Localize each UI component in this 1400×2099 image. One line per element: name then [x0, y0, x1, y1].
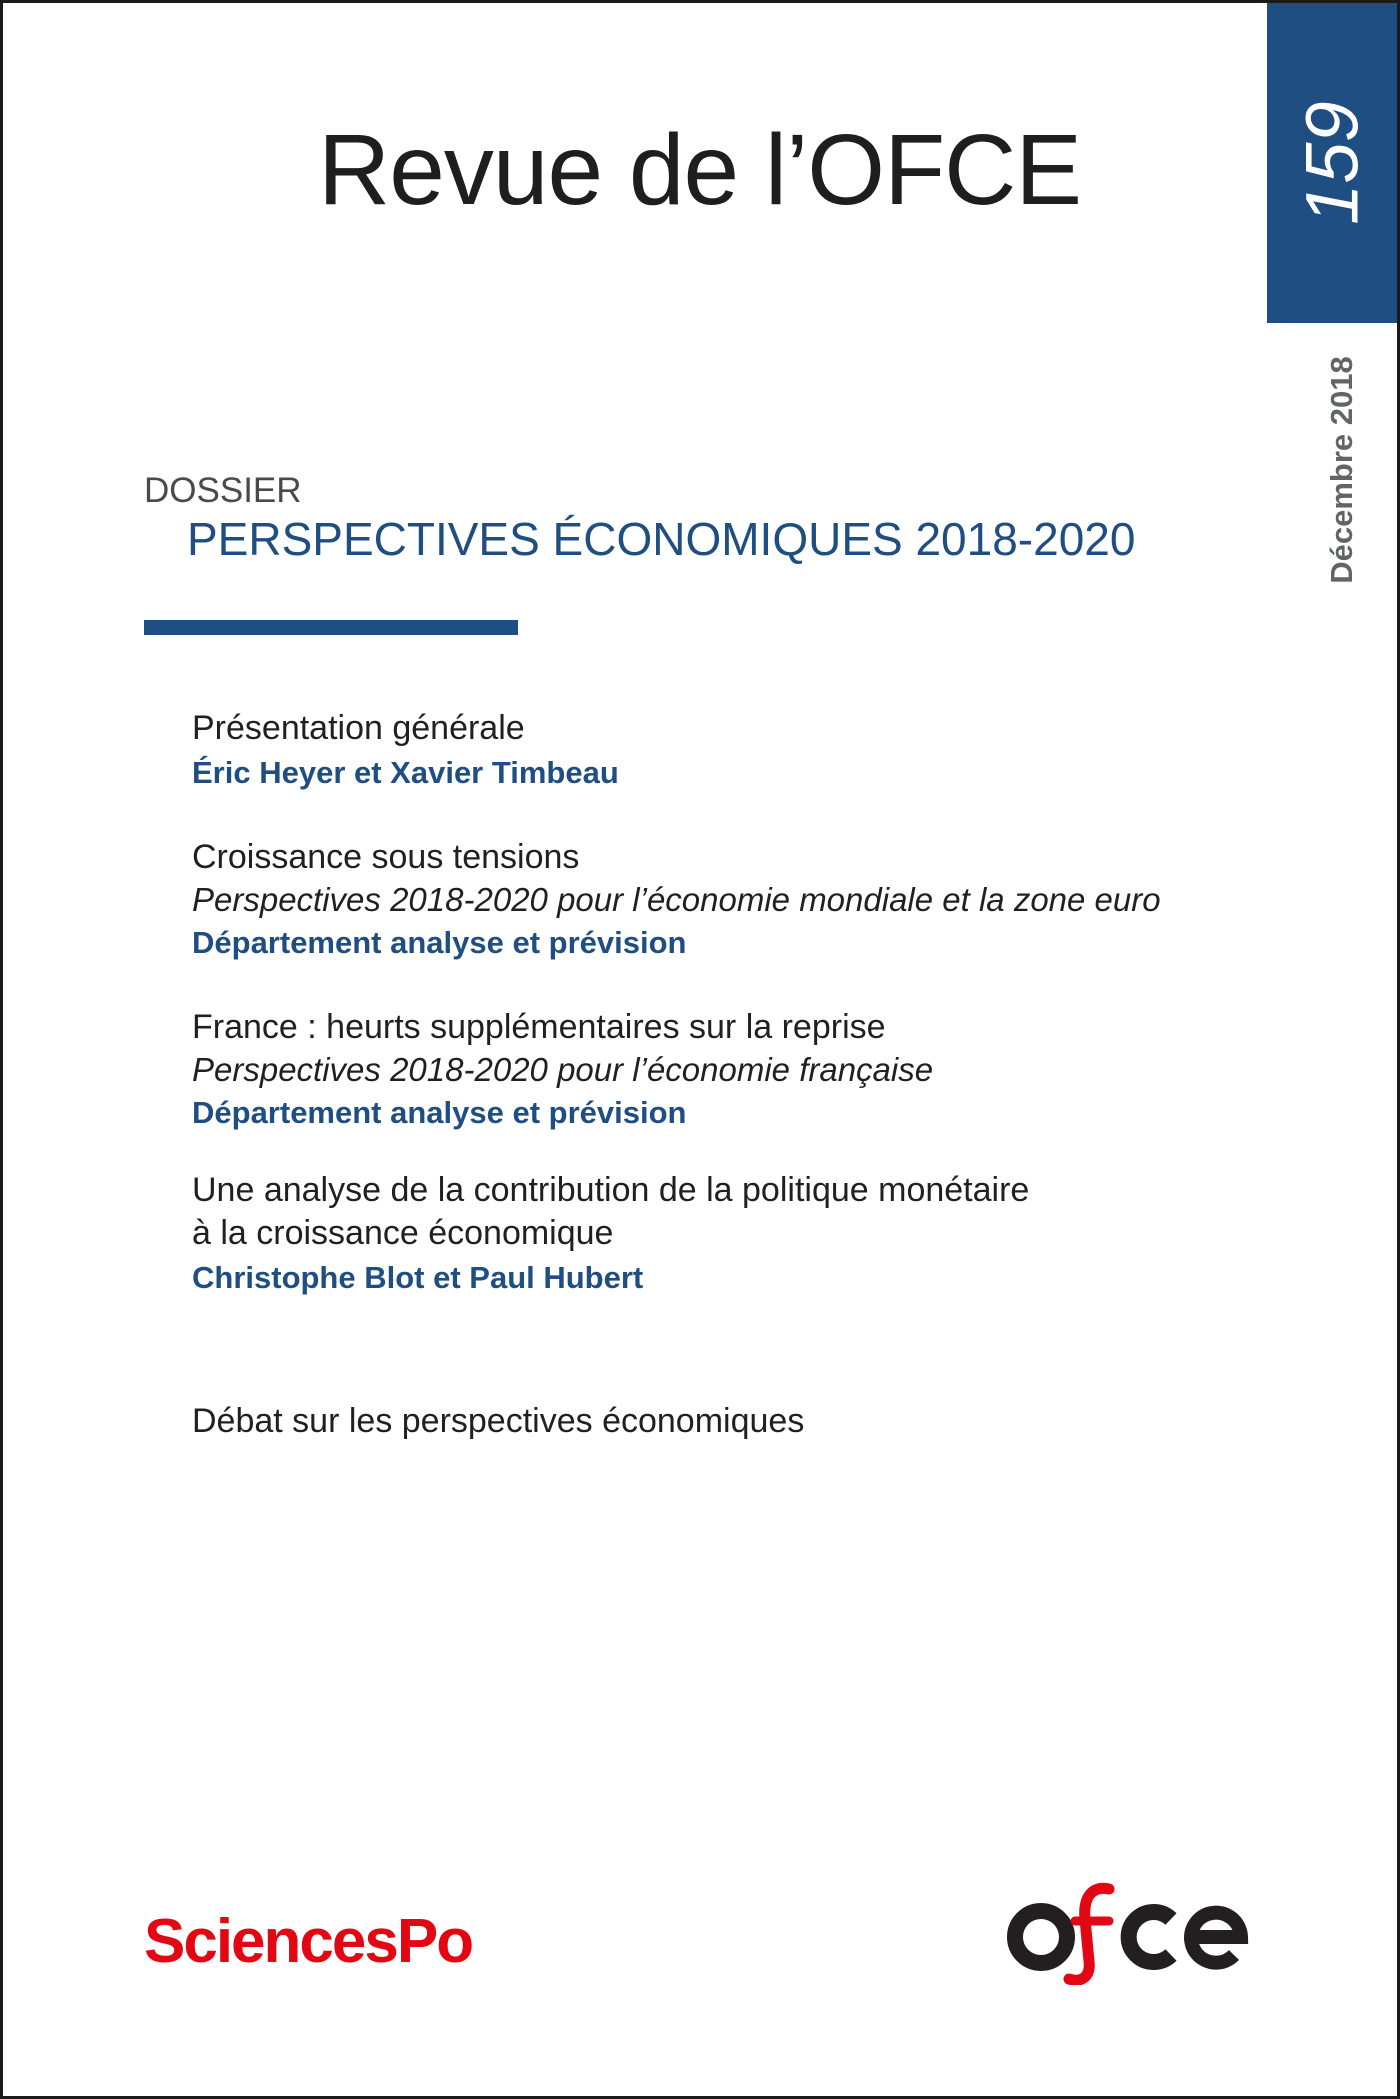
dossier-divider [144, 620, 518, 635]
toc-entry-title: France : heurts supplémentaires sur la reprise [192, 1008, 886, 1046]
toc-entry [192, 836, 1232, 966]
toc-entry-authors: Département analyse et prévision [192, 925, 687, 960]
toc-entry [192, 1006, 1232, 1136]
dossier-title: PERSPECTIVES ÉCONOMIQUES 2018-2020 [187, 513, 1136, 565]
ofce-logo [1005, 1875, 1255, 1985]
toc-entry-subtitle: Perspectives 2018-2020 pour l’économie mondiale et la zone euro [192, 881, 1161, 918]
ofce-logo-e-glyph [1191, 1913, 1241, 1963]
ofce-logo-o-glyph [1015, 1911, 1067, 1963]
issue-number: 159 [1290, 101, 1374, 225]
toc-entry-title: Débat sur les perspectives économiques [192, 1402, 805, 1440]
toc-entry [192, 707, 1232, 796]
toc-entry-title-line-2: à la croissance économique [192, 1214, 614, 1252]
toc-entry-title: Présentation générale [192, 709, 525, 747]
toc-entry-title-line-1: Une analyse de la contribution de la politique monétaire [192, 1171, 1030, 1209]
sciencespo-logo: SciencesPo [144, 1907, 473, 1976]
journal-title: Revue de l’OFCE [318, 114, 1082, 226]
toc-entry-authors: Christophe Blot et Paul Hubert [192, 1260, 644, 1295]
toc-entry [192, 1169, 1232, 1301]
toc-entry-authors: Éric Heyer et Xavier Timbeau [192, 755, 619, 790]
ofce-logo-c-glyph [1129, 1912, 1171, 1962]
toc-entry-authors: Département analyse et prévision [192, 1095, 687, 1130]
toc-entry-title: Croissance sous tensions [192, 838, 580, 876]
issue-number-box [1267, 3, 1397, 323]
toc-entry-subtitle: Perspectives 2018-2020 pour l’économie française [192, 1051, 934, 1088]
toc-entry [192, 1400, 1232, 1443]
dossier-label: DOSSIER [144, 471, 302, 510]
issue-date: Décembre 2018 [1324, 356, 1359, 584]
ofce-logo-f-glyph [1069, 1888, 1109, 1980]
